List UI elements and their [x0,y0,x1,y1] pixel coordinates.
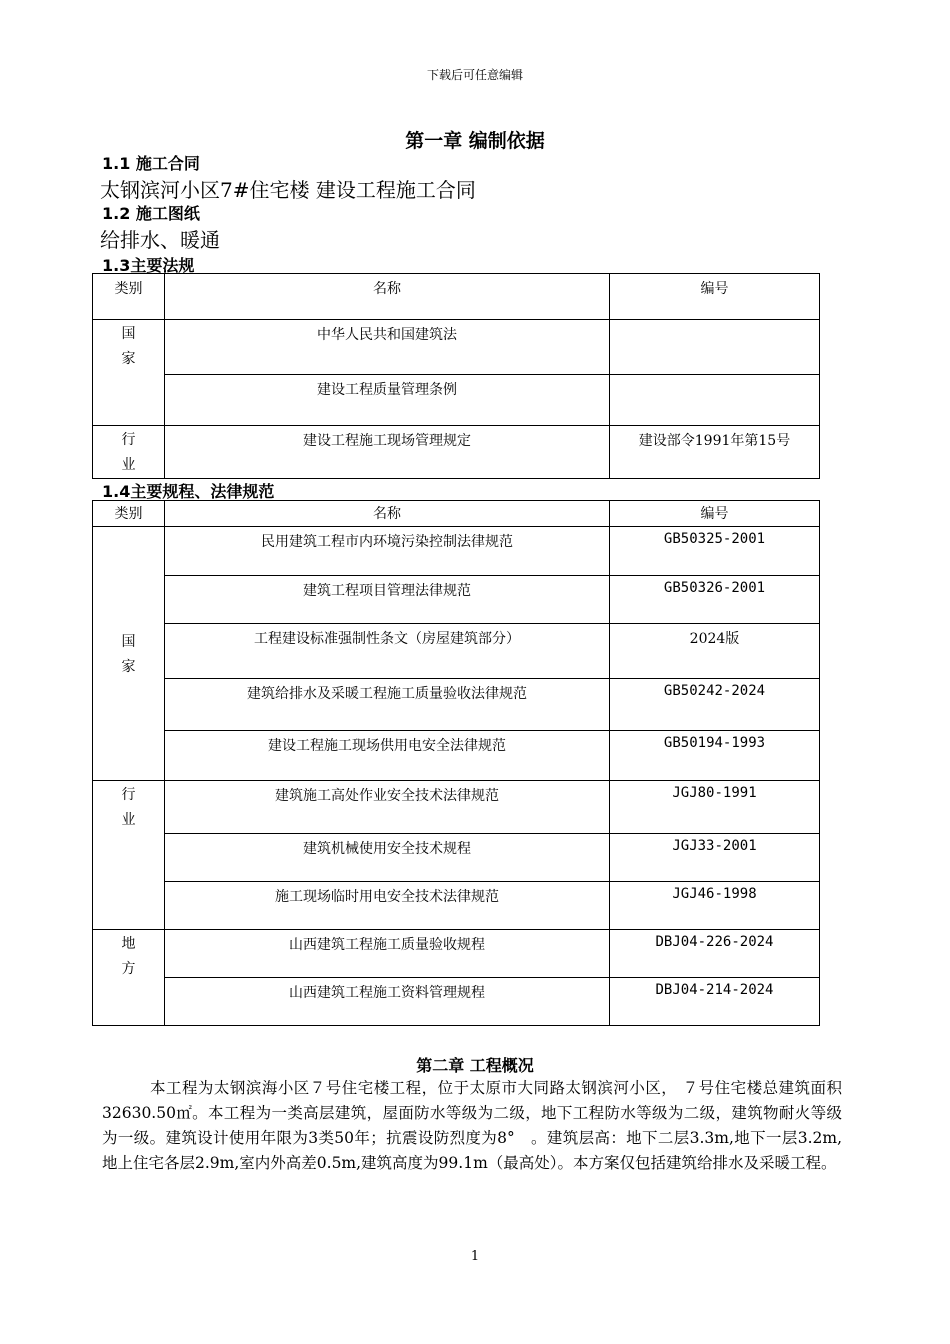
regulation-name: 建设工程质量管理条例 [165,375,610,426]
regulations-table [92,273,820,479]
project-overview-paragraph: 本工程为太钢滨海小区７号住宅楼工程，位于太原市大同路太钢滨河小区， ７号住宅楼总建筑面积32630.50㎡。本工程为一类高层建筑，屋面防水等级为二级，地下工程防水等级为二级，建筑物耐火等级为一级。建筑设计使用年限为3类50年；抗震设防烈度为8° 。建筑层高：地下二层3.3m,地下一层3.2m,地上住宅各层2.9m,室内外高差0.5m,建筑高度为99.1m（最高处）。本方案仅包括建筑给排水及采暖工程。 [102,1079,842,1172]
standard-name: 工程建设标准强制性条文（房屋建筑部分） [165,624,610,679]
regulation-code: 建设部令1991年第15号 [610,426,820,479]
regulation-name: 建设工程施工现场管理规定 [165,426,610,479]
standard-name: 建筑机械使用安全技术规程 [165,834,610,882]
table-row [93,576,820,624]
standard-code: DBJ04-214-2024 [610,978,820,1026]
category-country: 国 家 [93,527,165,781]
chapter1-title: 第一章 编制依据 [405,130,545,152]
section-1-2-text: 给排水、暖通 [100,228,220,252]
standard-code: 2024版 [610,624,820,679]
header-name: 名称 [165,501,610,527]
standard-name: 建筑工程项目管理法律规范 [165,576,610,624]
category-industry: 行 业 [93,781,165,930]
section-1-1-text: 太钢滨河小区7#住宅楼 建设工程施工合同 [100,178,476,202]
standard-code: GB50326-2001 [610,576,820,624]
standard-code: JGJ33-2001 [610,834,820,882]
table-row [93,882,820,930]
section-1-2-heading: 1.2 施工图纸 [102,204,200,223]
section-1-3-heading: 1.3主要法规 [102,256,195,275]
category-local: 地 方 [93,930,165,1026]
table-row [93,320,820,375]
standard-name: 建筑给排水及采暖工程施工质量验收法律规范 [165,679,610,731]
header-code: 编号 [610,274,820,320]
table-row [93,731,820,781]
table-row [93,679,820,731]
page-number: 1 [470,1249,480,1264]
table-row [93,781,820,834]
standard-name: 民用建筑工程市内环境污染控制法律规范 [165,527,610,576]
table-row [93,930,820,978]
section-1-1-heading: 1.1 施工合同 [102,154,200,173]
table-row [93,624,820,679]
standard-code: GB50325-2001 [610,527,820,576]
table-row [93,375,820,426]
standard-code: GB50194-1993 [610,731,820,781]
section-1-4-heading: 1.4主要规程、法律规范 [102,482,275,501]
category-country: 国 家 [93,320,165,426]
standard-name: 建筑施工高处作业安全技术法律规范 [165,781,610,834]
table-header-row [93,501,820,527]
header-category: 类别 [93,274,165,320]
regulation-code [610,320,820,375]
project-overview [102,1076,842,1176]
header-code: 编号 [610,501,820,527]
standard-name: 山西建筑工程施工质量验收规程 [165,930,610,978]
regulation-name: 中华人民共和国建筑法 [165,320,610,375]
table-row [93,978,820,1026]
header-category: 类别 [93,501,165,527]
chapter2-title: 第二章 工程概况 [416,1056,534,1075]
standard-code: DBJ04-226-2024 [610,930,820,978]
standard-name: 山西建筑工程施工资料管理规程 [165,978,610,1026]
table-header-row [93,274,820,320]
header-name: 名称 [165,274,610,320]
standard-name: 施工现场临时用电安全技术法律规范 [165,882,610,930]
page-header-note: 下载后可任意编辑 [426,68,523,82]
standard-code: JGJ46-1998 [610,882,820,930]
standards-table [92,500,820,1026]
table-row [93,426,820,479]
table-row [93,527,820,576]
table-row [93,834,820,882]
standard-code: GB50242-2024 [610,679,820,731]
standard-code: JGJ80-1991 [610,781,820,834]
category-industry: 行 业 [93,426,165,479]
regulation-code [610,375,820,426]
standard-name: 建设工程施工现场供用电安全法律规范 [165,731,610,781]
